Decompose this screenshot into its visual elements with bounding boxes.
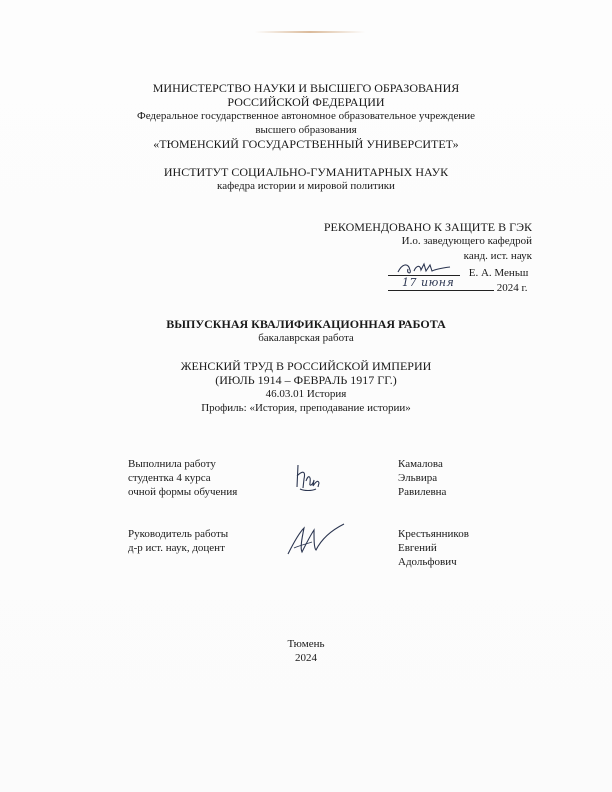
author-surname: Камалова bbox=[398, 458, 443, 470]
department-name: кафедра истории и мировой политики bbox=[217, 180, 395, 192]
author-label1: Выполнила работу bbox=[128, 458, 216, 470]
approval-date-handwritten: 17 июня bbox=[402, 276, 455, 289]
approval-signature-field bbox=[388, 264, 460, 276]
ministry-line2: РОССИЙСКОЙ ФЕДЕРАЦИИ bbox=[227, 95, 385, 109]
approval-year: 2024 г. bbox=[496, 282, 528, 294]
approval-degree: канд. ист. наук bbox=[463, 250, 532, 262]
supervisor-patronymic: Адольфович bbox=[398, 556, 457, 568]
supervisor-surname: Крестьянников bbox=[398, 528, 469, 540]
footer-city: Тюмень bbox=[287, 638, 325, 650]
supervisor-first-name: Евгений bbox=[398, 542, 437, 554]
work-title-line2: (ИЮЛЬ 1914 – ФЕВРАЛЬ 1917 ГГ.) bbox=[215, 373, 397, 387]
author-first-name: Эльвира bbox=[398, 472, 438, 484]
approval-date-field bbox=[388, 276, 494, 291]
institute-name: ИНСТИТУТ СОЦИАЛЬНО-ГУМАНИТАРНЫХ НАУК bbox=[163, 165, 449, 179]
approval-name: Е. А. Меньш bbox=[468, 267, 529, 279]
author-patronymic: Равилевна bbox=[398, 486, 447, 498]
institution-line1: Федеральное государственное автономное образовательное учреждение bbox=[137, 110, 475, 122]
institution-line2: высшего образования bbox=[255, 124, 357, 136]
approval-title: РЕКОМЕНДОВАНО К ЗАЩИТЕ В ГЭК bbox=[323, 220, 532, 234]
work-code: 46.03.01 История bbox=[265, 388, 347, 400]
university-name: «ТЮМЕНСКИЙ ГОСУДАРСТВЕННЫЙ УНИВЕРСИТЕТ» bbox=[153, 137, 459, 151]
supervisor-label2: д-р ист. наук, доцент bbox=[128, 542, 225, 554]
approval-position: И.о. заведующего кафедрой bbox=[401, 235, 532, 247]
ministry-line1: МИНИСТЕРСТВО НАУКИ И ВЫСШЕГО ОБРАЗОВАНИЯ bbox=[152, 81, 460, 95]
approval-signature-icon bbox=[394, 260, 454, 276]
work-profile: Профиль: «История, преподавание истории» bbox=[201, 402, 411, 414]
approval-date-line bbox=[388, 276, 528, 295]
work-type: ВЫПУСКНАЯ КВАЛИФИКАЦИОННАЯ РАБОТА bbox=[166, 317, 446, 331]
footer-year: 2024 bbox=[295, 652, 317, 664]
scan-artifact bbox=[255, 31, 365, 33]
supervisor-label1: Руководитель работы bbox=[128, 528, 229, 540]
work-title-line1: ЖЕНСКИЙ ТРУД В РОССИЙСКОЙ ИМПЕРИИ bbox=[180, 359, 432, 373]
supervisor-signature-icon bbox=[284, 520, 348, 560]
author-label2: студентка 4 курса bbox=[128, 472, 211, 484]
author-label3: очной формы обучения bbox=[128, 486, 238, 498]
work-subtype: бакалаврская работа bbox=[258, 332, 354, 344]
author-signature-icon bbox=[292, 461, 326, 493]
